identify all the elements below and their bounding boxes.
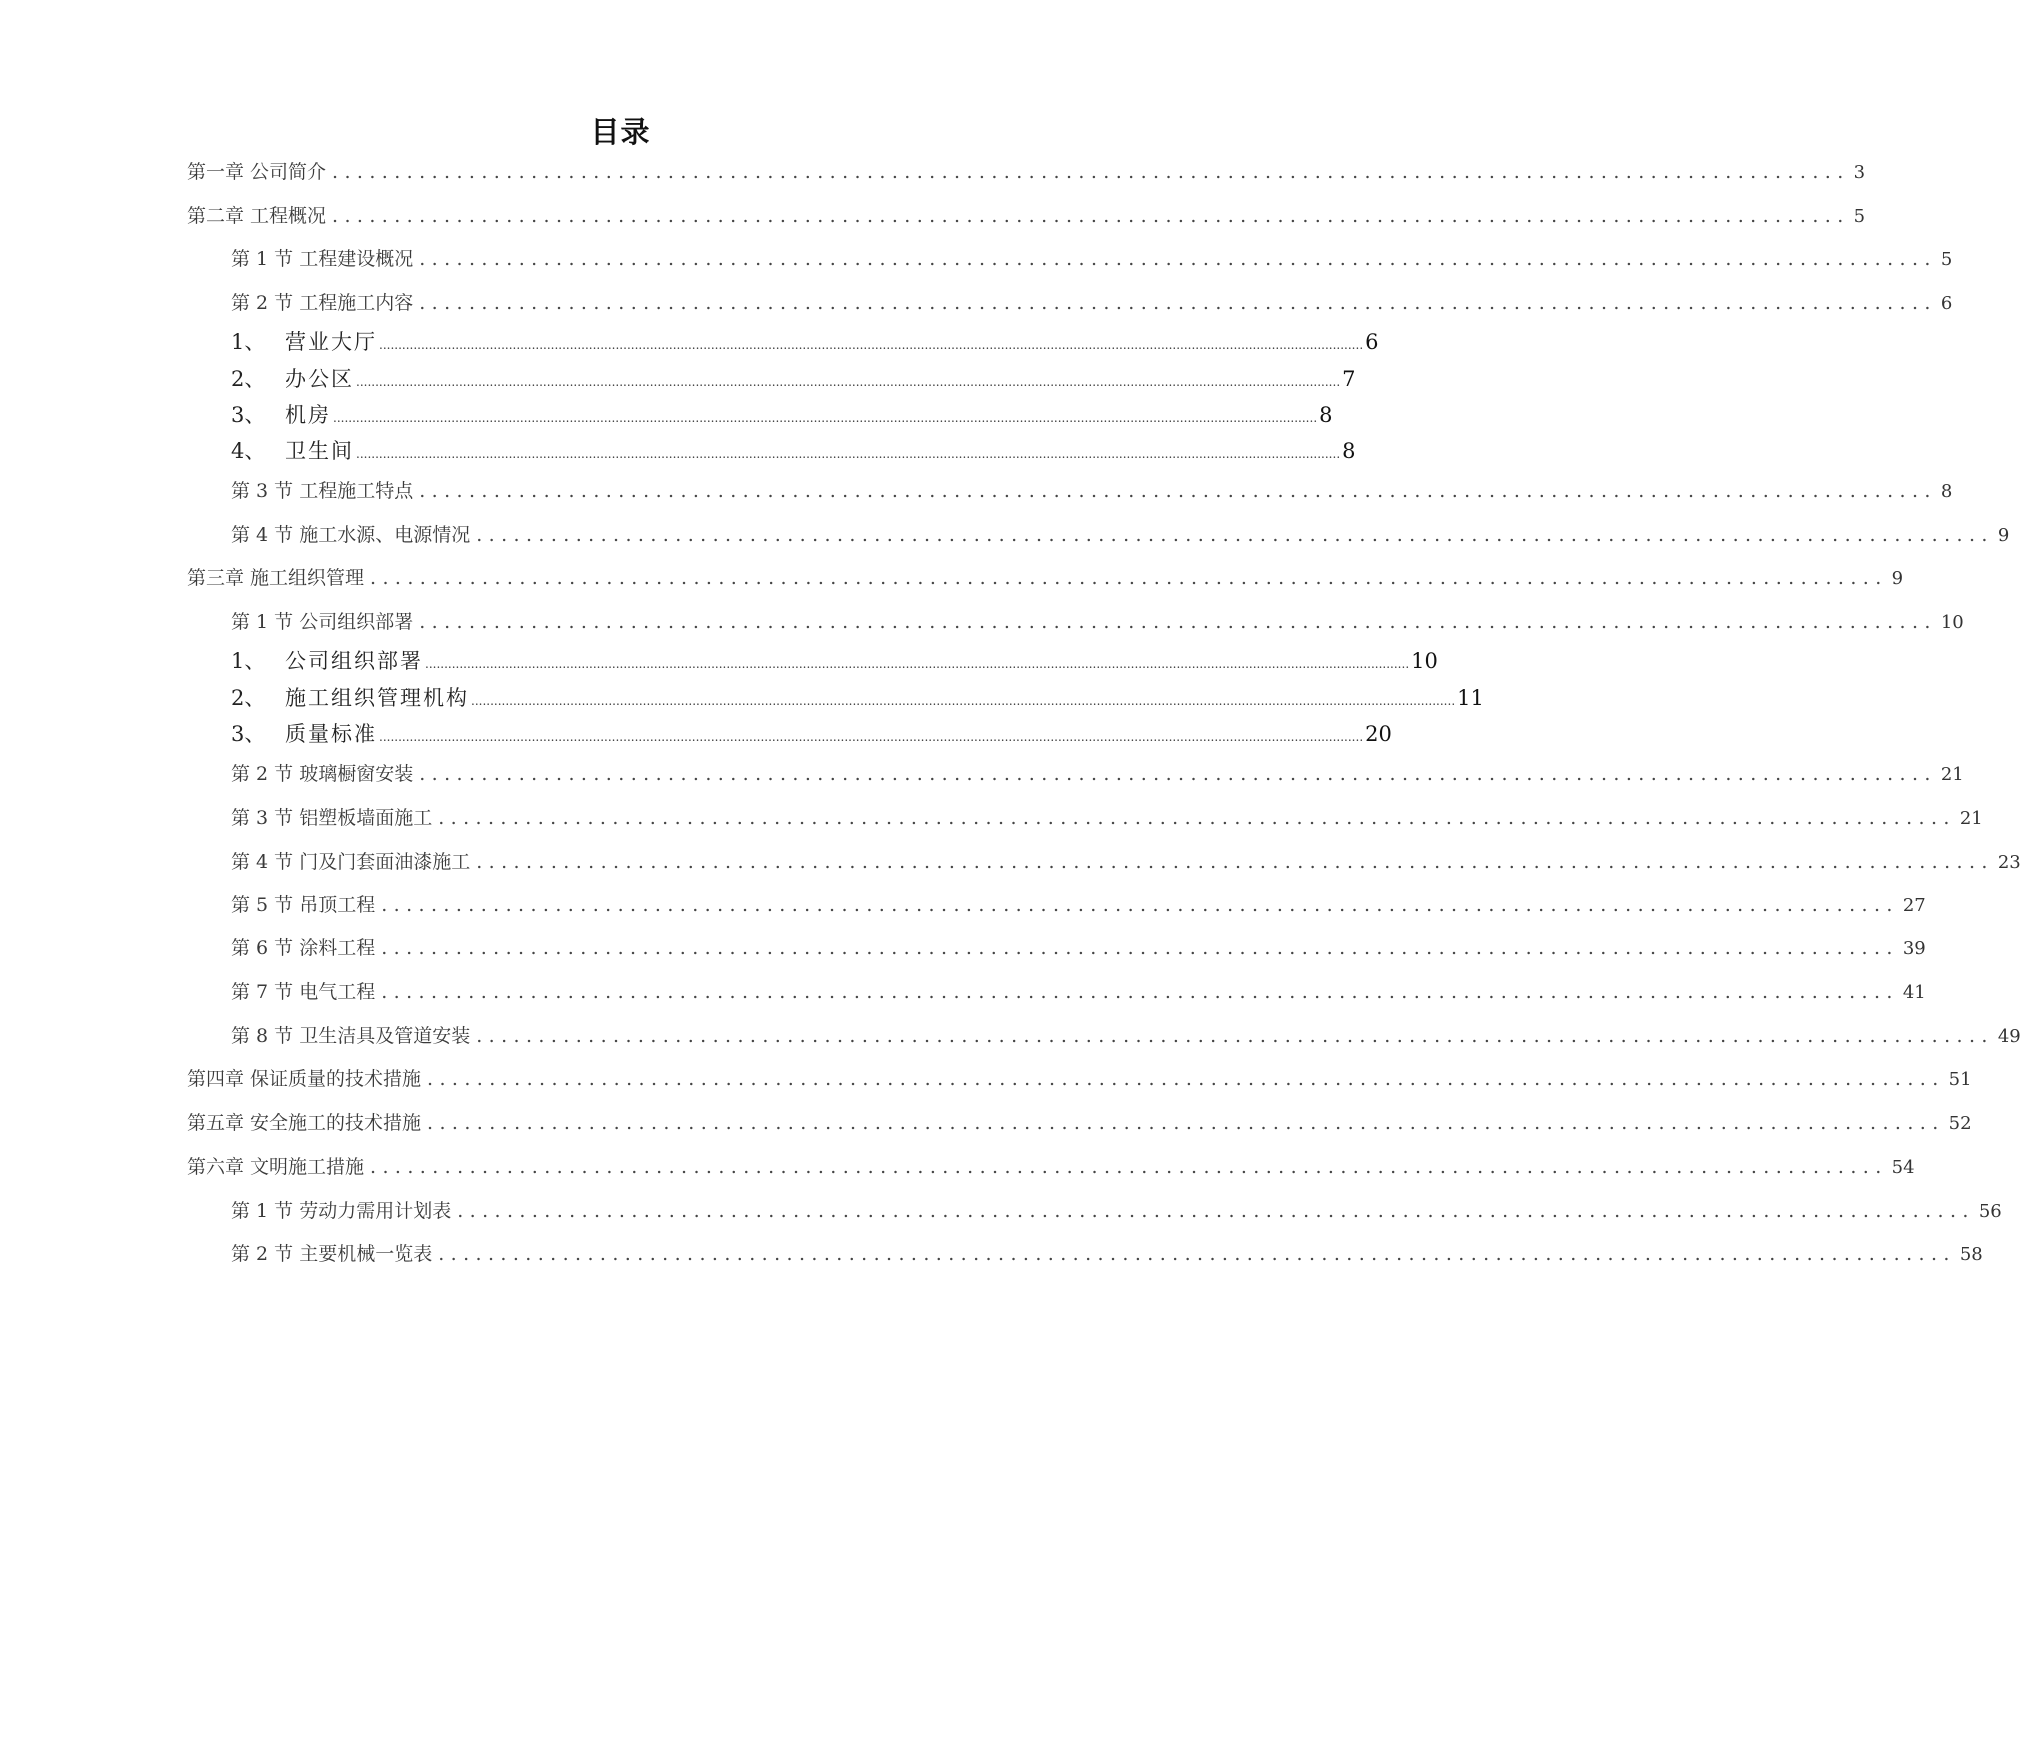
toc-entry-label xyxy=(231,435,354,465)
toc-entry-label: 第 3 节 铝塑板墙面施工 xyxy=(231,807,433,829)
toc-entry-label: 第 1 节 公司组织部署 xyxy=(231,611,414,633)
toc-entry-label: 第四章 保证质量的技术措施 xyxy=(187,1068,422,1090)
dot-leader: .......................................................................................................................... xyxy=(419,480,1937,502)
toc-entry-label: 第 4 节 施工水源、电源情况 xyxy=(231,524,471,546)
toc-item-text: 营业大厅 xyxy=(285,330,377,354)
toc-entry-label: 第一章 公司简介 xyxy=(187,161,327,183)
toc-page-number: 7 xyxy=(1342,367,1356,391)
dot-leader: .................................................................................................................................................................................................................................................................. xyxy=(333,411,1318,425)
toc-entry-label: 第 4 节 门及门套面油漆施工 xyxy=(231,851,471,873)
toc-entry-chapter[interactable] xyxy=(187,1064,1972,1091)
toc-item-number: 2、 xyxy=(231,686,266,710)
toc-page-number: 6 xyxy=(1365,330,1379,354)
toc-entry-item[interactable] xyxy=(231,399,1333,429)
dot-leader: .......................................................................................................................... xyxy=(427,1068,1945,1090)
toc-entry-label: 第五章 安全施工的技术措施 xyxy=(187,1112,422,1134)
toc-entry-section[interactable] xyxy=(231,1239,1983,1266)
toc-entry-label: 第 6 节 涂料工程 xyxy=(231,937,376,959)
toc-entry-section[interactable] xyxy=(231,803,1983,830)
dot-leader: .......................................................................................................................... xyxy=(381,894,1899,916)
toc-entry-label: 第 2 节 工程施工内容 xyxy=(231,292,414,314)
toc-page-number: 21 xyxy=(1959,808,1983,829)
dot-leader: .......................................................................................................................... xyxy=(381,981,1899,1003)
toc-item-text: 公司组织部署 xyxy=(285,649,423,673)
toc-entry-section[interactable] xyxy=(231,607,1964,634)
dot-leader: .......................................................................................................................... xyxy=(427,1112,1945,1134)
dot-leader: .......................................................................................................................... xyxy=(381,937,1899,959)
toc-entry-label xyxy=(231,718,377,748)
toc-entry-label xyxy=(231,682,469,712)
dot-leader: .......................................................................................................................... xyxy=(419,292,1937,314)
toc-page-number: 54 xyxy=(1891,1157,1915,1178)
toc-entry-label: 第 1 节 工程建设概况 xyxy=(231,248,414,270)
dot-leader: .......................................................................................................................... xyxy=(332,205,1850,227)
dot-leader: .................................................................................................................................................................................................................................................................. xyxy=(379,730,1364,744)
toc-entry-section[interactable] xyxy=(231,890,1926,917)
toc-item-text: 质量标准 xyxy=(285,722,377,746)
dot-leader: .......................................................................................................................... xyxy=(419,248,1937,270)
page-title: 目录 xyxy=(590,115,651,149)
toc-entry-label xyxy=(231,363,354,393)
toc-entry-label: 第六章 文明施工措施 xyxy=(187,1156,365,1178)
toc-entry-label: 第三章 施工组织管理 xyxy=(187,567,365,589)
toc-entry-chapter[interactable] xyxy=(187,157,1866,184)
toc-page-number: 8 xyxy=(1319,403,1333,427)
toc-entry-item[interactable] xyxy=(231,326,1379,356)
toc-page-number: 9 xyxy=(1997,525,2010,546)
dot-leader: .......................................................................................................................... xyxy=(438,807,1956,829)
toc-page-number: 11 xyxy=(1457,686,1484,710)
toc-page-number: 10 xyxy=(1940,612,1964,633)
dot-leader: .......................................................................................................................... xyxy=(438,1243,1956,1265)
toc-item-text: 机房 xyxy=(285,403,331,427)
toc-entry-section[interactable] xyxy=(231,1021,2021,1048)
toc-item-number: 1、 xyxy=(231,649,266,673)
toc-page-number: 58 xyxy=(1959,1244,1983,1265)
toc-entry-item[interactable] xyxy=(231,682,1484,712)
toc-page-number: 5 xyxy=(1853,206,1866,227)
toc-page-number: 39 xyxy=(1902,938,1926,959)
dot-leader: .................................................................................................................................................................................................................................................................. xyxy=(356,447,1341,461)
toc-entry-section[interactable] xyxy=(231,288,1953,315)
toc-page-number: 27 xyxy=(1902,895,1926,916)
toc-entry-label: 第 5 节 吊顶工程 xyxy=(231,894,376,916)
toc-entry-chapter[interactable] xyxy=(187,563,1904,590)
dot-leader: .................................................................................................................................................................................................................................................................. xyxy=(356,375,1341,389)
toc-entry-item[interactable] xyxy=(231,718,1392,748)
toc-entry-section[interactable] xyxy=(231,759,1964,786)
toc-page-number: 56 xyxy=(1978,1201,2002,1222)
toc-item-text: 施工组织管理机构 xyxy=(285,686,469,710)
dot-leader: .......................................................................................................................... xyxy=(419,611,1937,633)
toc-item-number: 3、 xyxy=(231,403,266,427)
toc-entry-section[interactable] xyxy=(231,520,2010,547)
toc-item-text: 卫生间 xyxy=(285,439,354,463)
toc-page-number: 3 xyxy=(1853,162,1866,183)
toc-page-number: 9 xyxy=(1891,568,1904,589)
toc-entry-section[interactable] xyxy=(231,977,1926,1004)
toc-page-number: 20 xyxy=(1365,722,1392,746)
toc-entry-section[interactable] xyxy=(231,847,2021,874)
toc-entry-label: 第 8 节 卫生洁具及管道安装 xyxy=(231,1025,471,1047)
toc-page-number: 41 xyxy=(1902,982,1926,1003)
toc-entry-label: 第二章 工程概况 xyxy=(187,205,327,227)
toc-entry-item[interactable] xyxy=(231,363,1356,393)
toc-page-number: 8 xyxy=(1940,481,1953,502)
toc-entry-section[interactable] xyxy=(231,1196,2002,1223)
toc-page-number: 52 xyxy=(1948,1113,1972,1134)
toc-page-number: 10 xyxy=(1411,649,1438,673)
toc-entry-label xyxy=(231,326,377,356)
toc-item-number: 1、 xyxy=(231,330,266,354)
toc-entry-label xyxy=(231,645,423,675)
toc-entry-label xyxy=(231,399,331,429)
toc-entry-chapter[interactable] xyxy=(187,1152,1915,1179)
dot-leader: .................................................................................................................................................................................................................................................................. xyxy=(425,657,1410,671)
toc-entry-label: 第 2 节 主要机械一览表 xyxy=(231,1243,433,1265)
toc-entry-chapter[interactable] xyxy=(187,1108,1972,1135)
dot-leader: .......................................................................................................................... xyxy=(419,763,1937,785)
toc-item-number: 2、 xyxy=(231,367,266,391)
dot-leader: .................................................................................................................................................................................................................................................................. xyxy=(471,694,1456,708)
toc-entry-chapter[interactable] xyxy=(187,201,1866,228)
dot-leader: .......................................................................................................................... xyxy=(476,851,1994,873)
toc-page-number: 21 xyxy=(1940,764,1964,785)
toc-entry-label: 第 1 节 劳动力需用计划表 xyxy=(231,1200,452,1222)
toc-entry-section[interactable] xyxy=(231,933,1926,960)
toc-entry-item[interactable] xyxy=(231,645,1438,675)
toc-page-number: 8 xyxy=(1342,439,1356,463)
dot-leader: .......................................................................................................................... xyxy=(457,1200,1975,1222)
toc-page-number: 49 xyxy=(1997,1026,2021,1047)
toc-entry-item[interactable] xyxy=(231,435,1356,465)
toc-page-number: 5 xyxy=(1940,249,1953,270)
dot-leader: .................................................................................................................................................................................................................................................................. xyxy=(379,338,1364,352)
toc-entry-section[interactable] xyxy=(231,244,1953,271)
toc-entry-label: 第 3 节 工程施工特点 xyxy=(231,480,414,502)
toc-entry-section[interactable] xyxy=(231,476,1953,503)
toc-page-number: 51 xyxy=(1948,1069,1972,1090)
dot-leader: .......................................................................................................................... xyxy=(332,161,1850,183)
toc-page-number: 6 xyxy=(1940,293,1953,314)
toc-entry-label: 第 2 节 玻璃橱窗安装 xyxy=(231,763,414,785)
toc-entry-label: 第 7 节 电气工程 xyxy=(231,981,376,1003)
dot-leader: .......................................................................................................................... xyxy=(476,524,1994,546)
toc-item-number: 4、 xyxy=(231,439,266,463)
dot-leader: .......................................................................................................................... xyxy=(370,1156,1888,1178)
dot-leader: .......................................................................................................................... xyxy=(370,567,1888,589)
dot-leader: .......................................................................................................................... xyxy=(476,1025,1994,1047)
toc-item-number: 3、 xyxy=(231,722,266,746)
toc-item-text: 办公区 xyxy=(285,367,354,391)
toc-page-number: 23 xyxy=(1997,852,2021,873)
